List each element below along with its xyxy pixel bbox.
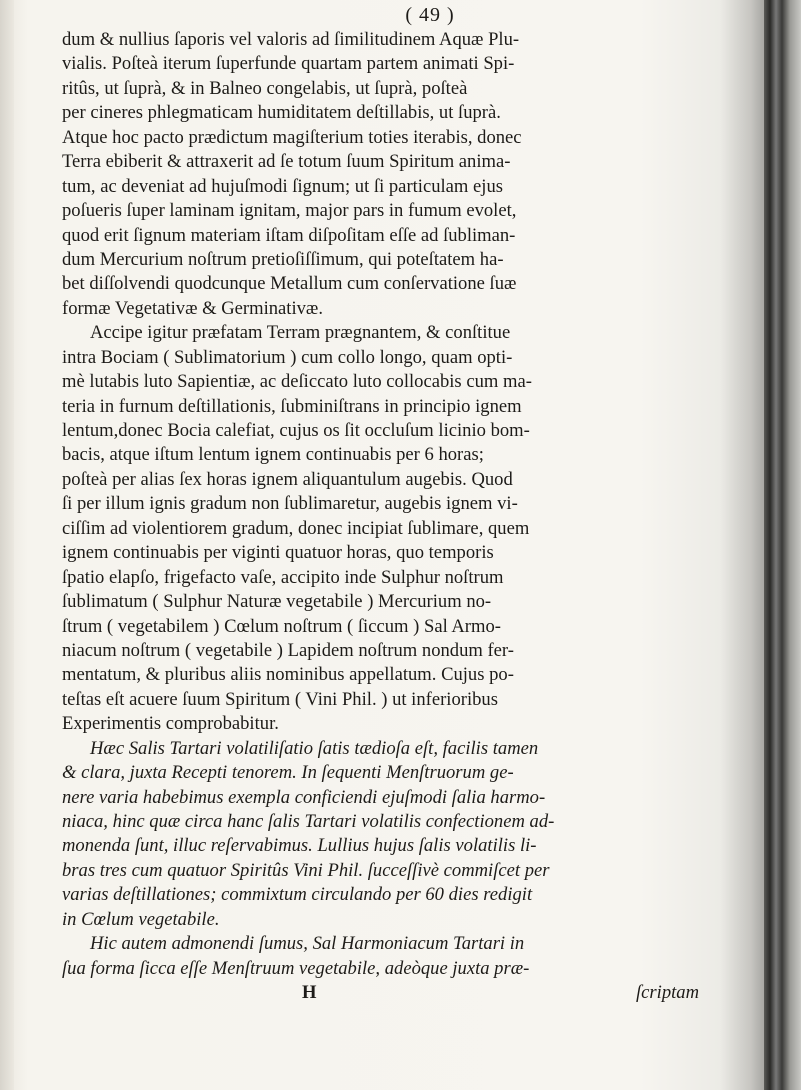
- italic-text-line: varias deſtillationes; commixtum circulando per 60 dies redigit: [62, 884, 533, 906]
- text-line: per cineres phlegmaticam humiditatem deſtillabis, ut ſuprà.: [62, 102, 501, 124]
- text-line: vialis. Poſteà iterum ſuperfunde quartam partem animati Spi-: [62, 53, 515, 75]
- text-line: tum, ac deveniat ad hujuſmodi ſignum; ut ſi particulam ejus: [62, 175, 503, 197]
- text-line: lentum,donec Bocia calefiat, cujus os ſit occluſum licinio bom-: [62, 420, 530, 441]
- text-line: formæ Vegetativæ & Germinativæ.: [62, 297, 323, 319]
- italic-text-line: niaca, hinc quæ circa hanc ſalis Tartari volatilis confectionem ad-: [62, 811, 555, 832]
- italic-text-line: in Cœlum vegetabile.: [62, 908, 220, 930]
- text-line: bacis, atque iſtum lentum ignem continuabis per 6 horas;: [62, 444, 484, 466]
- page-body-text: [62, 28, 722, 1006]
- text-line: ſtrum ( vegetabilem ) Cœlum noſtrum ( ſiccum ) Sal Armo-: [62, 615, 501, 637]
- text-line: teria in furnum deſtillationis, ſubminiſtrans in principio ignem: [62, 395, 522, 417]
- text-line: teſtas eſt acuere ſuum Spiritum ( Vini Phil. ) ut inferioribus: [62, 688, 498, 710]
- text-line: Atque hoc pacto prædictum magiſterium toties iterabis, donec: [62, 126, 522, 148]
- book-spine: [764, 0, 801, 1090]
- text-line: Experimentis comprobabitur.: [62, 713, 279, 735]
- text-line: ignem continuabis per viginti quatuor horas, quo temporis: [62, 542, 494, 564]
- italic-text-line: nere varia habebimus exempla conficiendi ejuſmodi ſalia harmo-: [62, 786, 546, 808]
- page-number: ( 49 ): [405, 4, 455, 26]
- text-line: ſi per illum ignis gradum non ſublimaretur, augebis ignem vi-: [62, 493, 518, 515]
- text-line: ritûs, ut ſuprà, & in Balneo congelabis, ut ſuprà, poſteà: [62, 77, 468, 99]
- page-left-edge: [0, 0, 14, 1090]
- text-line: Terra ebiberit & attraxerit ad ſe totum ſuum Spiritum anima-: [62, 151, 511, 173]
- italic-text-line: & clara, juxta Recepti tenorem. In ſequenti Menſtruorum ge-: [62, 762, 514, 784]
- paragraph-start-line: Accipe igitur præfatam Terram prægnantem, & conſtitue: [90, 322, 511, 344]
- catchword: ſcriptam: [636, 982, 700, 1004]
- text-line: ſublimatum ( Sulphur Naturæ vegetabile ) Mercurium no-: [62, 591, 492, 613]
- signature-mark: H: [302, 982, 317, 1004]
- text-line: ciſſim ad violentiorem gradum, donec incipiat ſublimare, quem: [62, 517, 530, 539]
- italic-text-line: ſua forma ſicca eſſe Menſtruum vegetabile, adeòque juxta præ-: [62, 957, 530, 979]
- text-line: dum Mercurium noſtrum pretioſiſſimum, qui poteſtatem ha-: [62, 248, 504, 270]
- text-line: poſteà per alias ſex horas ignem aliquantulum augebis. Quod: [62, 468, 513, 490]
- italic-text-line: monenda ſunt, illuc reſervabimus. Lullius hujus ſalis volatilis li-: [62, 835, 537, 857]
- text-line: quod erit ſignum materiam iſtam diſpoſitam eſſe ad ſubliman-: [62, 224, 516, 246]
- text-line: dum & nullius ſaporis vel valoris ad ſimilitudinem Aquæ Plu-: [62, 29, 520, 50]
- text-line: mentatum, & pluribus aliis nominibus appellatum. Cujus po-: [62, 664, 514, 686]
- text-line: poſueris ſuper laminam ignitam, major pars in fumum evolet,: [62, 200, 517, 222]
- text-line: intra Bociam ( Sublimatorium ) cum collo longo, quam opti-: [62, 346, 513, 368]
- text-line: mè lutabis luto Sapientiæ, ac deſiccato luto collocabis cum ma-: [62, 371, 532, 393]
- text-line: bet diſſolvendi quodcunque Metallum cum conſervatione ſuæ: [62, 273, 517, 295]
- page-footer-line: [62, 981, 722, 1005]
- italic-text-line: bras tres cum quatuor Spiritûs Vini Phil. ſucceſſivè commiſcet per: [62, 859, 550, 881]
- text-line: ſpatio elapſo, frigefacto vaſe, accipito inde Sulphur noſtrum: [62, 566, 504, 588]
- italic-paragraph-start-line: Hic autem admonendi ſumus, Sal Harmoniacum Tartari in: [90, 933, 525, 955]
- italic-paragraph-start-line: Hæc Salis Tartari volatiliſatio ſatis tædioſa eſt, facilis tamen: [90, 737, 539, 759]
- text-line: niacum noſtrum ( vegetabile ) Lapidem noſtrum nondum fer-: [62, 639, 514, 661]
- gutter-shadow: [720, 0, 764, 1090]
